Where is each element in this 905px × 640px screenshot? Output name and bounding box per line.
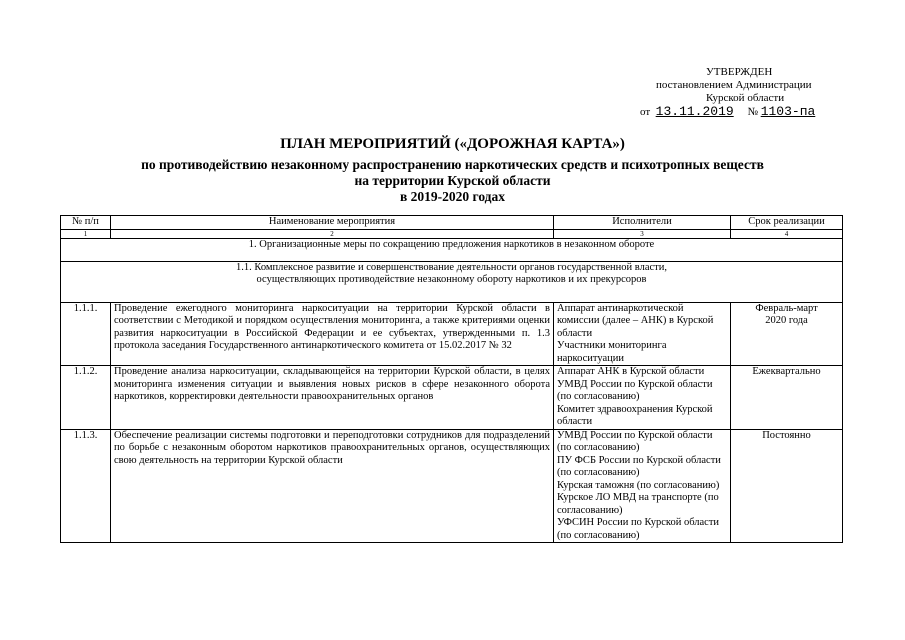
column-numbers-row bbox=[61, 229, 843, 238]
header-num: № п/п bbox=[61, 216, 111, 230]
approval-date-line bbox=[640, 105, 850, 119]
approved-by: постановлением Администрации bbox=[656, 79, 812, 91]
executor: УФСИН России по Курской области (по согласованию) bbox=[557, 517, 720, 541]
number-label: № bbox=[747, 106, 758, 118]
colnum-2: 2 bbox=[111, 229, 554, 238]
executor: Аппарат АНК в Курской области bbox=[557, 366, 705, 377]
table-row bbox=[61, 366, 843, 430]
executor: Участники мониторинга наркоситуации bbox=[557, 340, 667, 364]
row-term bbox=[731, 302, 843, 366]
header-term: Срок реализации bbox=[731, 216, 843, 230]
title-line2: по противодействию незаконному распространению наркотических средств и психотропных веществ bbox=[141, 157, 764, 172]
title-line4: в 2019-2020 годах bbox=[399, 189, 506, 204]
executor: Курское ЛО МВД на транспорте (по согласованию) bbox=[557, 492, 719, 516]
title-line3: на территории Курской области bbox=[354, 173, 551, 188]
row-description: Проведение анализа наркоситуации, складывающейся на территории Курской области, в целях мониторинга изменения ситуации и выявления новых рисков в сфере незаконного оборота наркотиков, корректировки деятельности правоохранительных органов bbox=[111, 366, 554, 430]
term-line: 2020 года bbox=[765, 315, 808, 326]
row-number: 1.1.1. bbox=[61, 302, 111, 366]
colnum-4: 4 bbox=[731, 229, 843, 238]
document-title bbox=[0, 136, 905, 205]
term-line: Ежеквартально bbox=[752, 366, 821, 377]
term-line: Февраль-март bbox=[755, 302, 818, 314]
section-row bbox=[61, 238, 843, 261]
section-1-1-line1: 1.1. Комплексное развитие и совершенствование деятельности органов государственной власти, bbox=[235, 261, 668, 273]
approval-date: 13.11.2019 bbox=[655, 104, 734, 119]
subsection-row bbox=[61, 261, 843, 302]
executor: УМВД России по Курской области (по согласованию) bbox=[557, 378, 713, 402]
row-number: 1.1.3. bbox=[61, 429, 111, 543]
executor: Курская таможня (по согласованию) bbox=[557, 479, 720, 491]
section-1-1-title bbox=[61, 261, 843, 302]
approved-label: УТВЕРЖДЕН bbox=[706, 66, 773, 78]
approved-region: Курской области bbox=[706, 92, 785, 104]
title-main: ПЛАН МЕРОПРИЯТИЙ («ДОРОЖНАЯ КАРТА») bbox=[280, 136, 625, 152]
row-executors bbox=[554, 429, 731, 543]
from-label: от bbox=[640, 106, 651, 118]
header-name: Наименование мероприятия bbox=[111, 216, 554, 230]
row-executors bbox=[554, 366, 731, 430]
colnum-1: 1 bbox=[61, 229, 111, 238]
colnum-3: 3 bbox=[554, 229, 731, 238]
header-executors: Исполнители bbox=[554, 216, 731, 230]
executor: УМВД России по Курской области (по согласованию) bbox=[557, 429, 713, 453]
executor: ПУ ФСБ России по Курской области (по согласованию) bbox=[557, 454, 721, 478]
approval-stamp bbox=[640, 66, 850, 119]
section-1-title: 1. Организационные меры по сокращению предложения наркотиков в незаконном обороте bbox=[61, 238, 843, 261]
executor: Комитет здравоохранения Курской области bbox=[557, 403, 713, 427]
row-term bbox=[731, 429, 843, 543]
section-1-1-line2: осуществляющих противодействие незаконному обороту наркотиков и их прекурсоров bbox=[256, 274, 647, 285]
row-number: 1.1.2. bbox=[61, 366, 111, 430]
executor: Аппарат антинаркотической комиссии (далее – АНК) в Курской области bbox=[557, 302, 714, 339]
term-line: Постоянно bbox=[762, 429, 811, 441]
plan-table bbox=[60, 215, 843, 543]
approval-number: 1103-па bbox=[760, 104, 816, 119]
table-row bbox=[61, 429, 843, 543]
header-row bbox=[61, 216, 843, 230]
row-term bbox=[731, 366, 843, 430]
row-description: Проведение ежегодного мониторинга наркоситуации на территории Курской области в соответствии с Методикой и порядком осуществления мониторинга, а также критериями оценки развития наркоситуации в Российской Федерации и ее субъектах, утвержденными п. 1.3 протокола заседания Государственного антинаркотического комитета от 15.02.2017 № 32 bbox=[111, 302, 554, 366]
table-row bbox=[61, 302, 843, 366]
row-description: Обеспечение реализации системы подготовки и переподготовки сотрудников для подразделений по борьбе с незаконным оборотом наркотиков правоохранительных органов, осуществляющих свою деятельность на территории Курской области bbox=[111, 429, 554, 543]
row-executors bbox=[554, 302, 731, 366]
